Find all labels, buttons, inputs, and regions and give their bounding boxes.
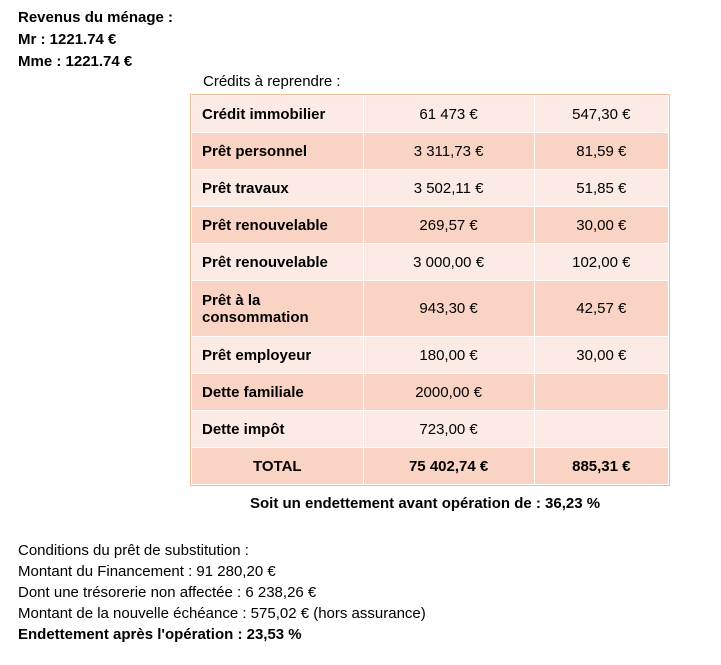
loan-label: Dette impôt (192, 411, 364, 448)
credits-title: Crédits à reprendre : (203, 73, 341, 90)
table-row (192, 281, 669, 337)
loan-label: Prêt renouvelable (192, 207, 364, 244)
unallocated-treasury: Dont une trésorerie non affectée : 6 238,26 € (18, 584, 317, 601)
total-amount: 75 402,74 € (363, 448, 534, 485)
total-label: TOTAL (192, 448, 364, 485)
loan-monthly: 42,57 € (534, 281, 668, 337)
debt-before-operation: Soit un endettement avant opération de : 36,23 % (250, 495, 601, 512)
loan-label: Crédit immobilier (192, 96, 364, 133)
loan-amount: 943,30 € (363, 281, 534, 337)
loan-label: Prêt personnel (192, 133, 364, 170)
loan-label: Prêt renouvelable (192, 244, 364, 281)
loan-monthly: 30,00 € (534, 337, 668, 374)
new-payment-amount: Montant de la nouvelle échéance : 575,02 € (hors assurance) (18, 605, 426, 622)
loan-monthly: 51,85 € (534, 170, 668, 207)
loan-amount: 3 311,73 € (363, 133, 534, 170)
table-row (192, 207, 669, 244)
loan-label: Prêt à la consommation (192, 281, 364, 337)
loan-amount: 61 473 € (363, 96, 534, 133)
loan-amount: 2000,00 € (363, 374, 534, 411)
loan-label: Prêt employeur (192, 337, 364, 374)
table-row (192, 374, 669, 411)
loan-monthly (534, 411, 668, 448)
table-row (192, 244, 669, 281)
loan-monthly: 30,00 € (534, 207, 668, 244)
loan-monthly: 81,59 € (534, 133, 668, 170)
table-row (192, 411, 669, 448)
income-mme: Mme : 1221.74 € (18, 53, 133, 70)
total-monthly: 885,31 € (534, 448, 668, 485)
financing-amount: Montant du Financement : 91 280,20 € (18, 563, 276, 580)
loan-amount: 723,00 € (363, 411, 534, 448)
table-row (192, 170, 669, 207)
debt-after-operation: Endettement après l'opération : 23,53 % (18, 626, 302, 643)
loan-amount: 3 000,00 € (363, 244, 534, 281)
income-title: Revenus du ménage : (18, 9, 174, 26)
table-row (192, 337, 669, 374)
table-row (192, 133, 669, 170)
substitution-loan-conditions (18, 540, 426, 645)
loan-monthly: 102,00 € (534, 244, 668, 281)
table-row (192, 96, 669, 133)
conditions-title: Conditions du prêt de substitution : (18, 542, 249, 559)
loan-amount: 3 502,11 € (363, 170, 534, 207)
household-income (18, 7, 173, 73)
loan-monthly (534, 374, 668, 411)
loan-amount: 180,00 € (363, 337, 534, 374)
loan-label: Prêt travaux (192, 170, 364, 207)
total-row (192, 448, 669, 485)
loans-table (191, 95, 669, 485)
loan-amount: 269,57 € (363, 207, 534, 244)
loan-monthly: 547,30 € (534, 96, 668, 133)
income-mr: Mr : 1221.74 € (18, 31, 117, 48)
loan-label: Dette familiale (192, 374, 364, 411)
